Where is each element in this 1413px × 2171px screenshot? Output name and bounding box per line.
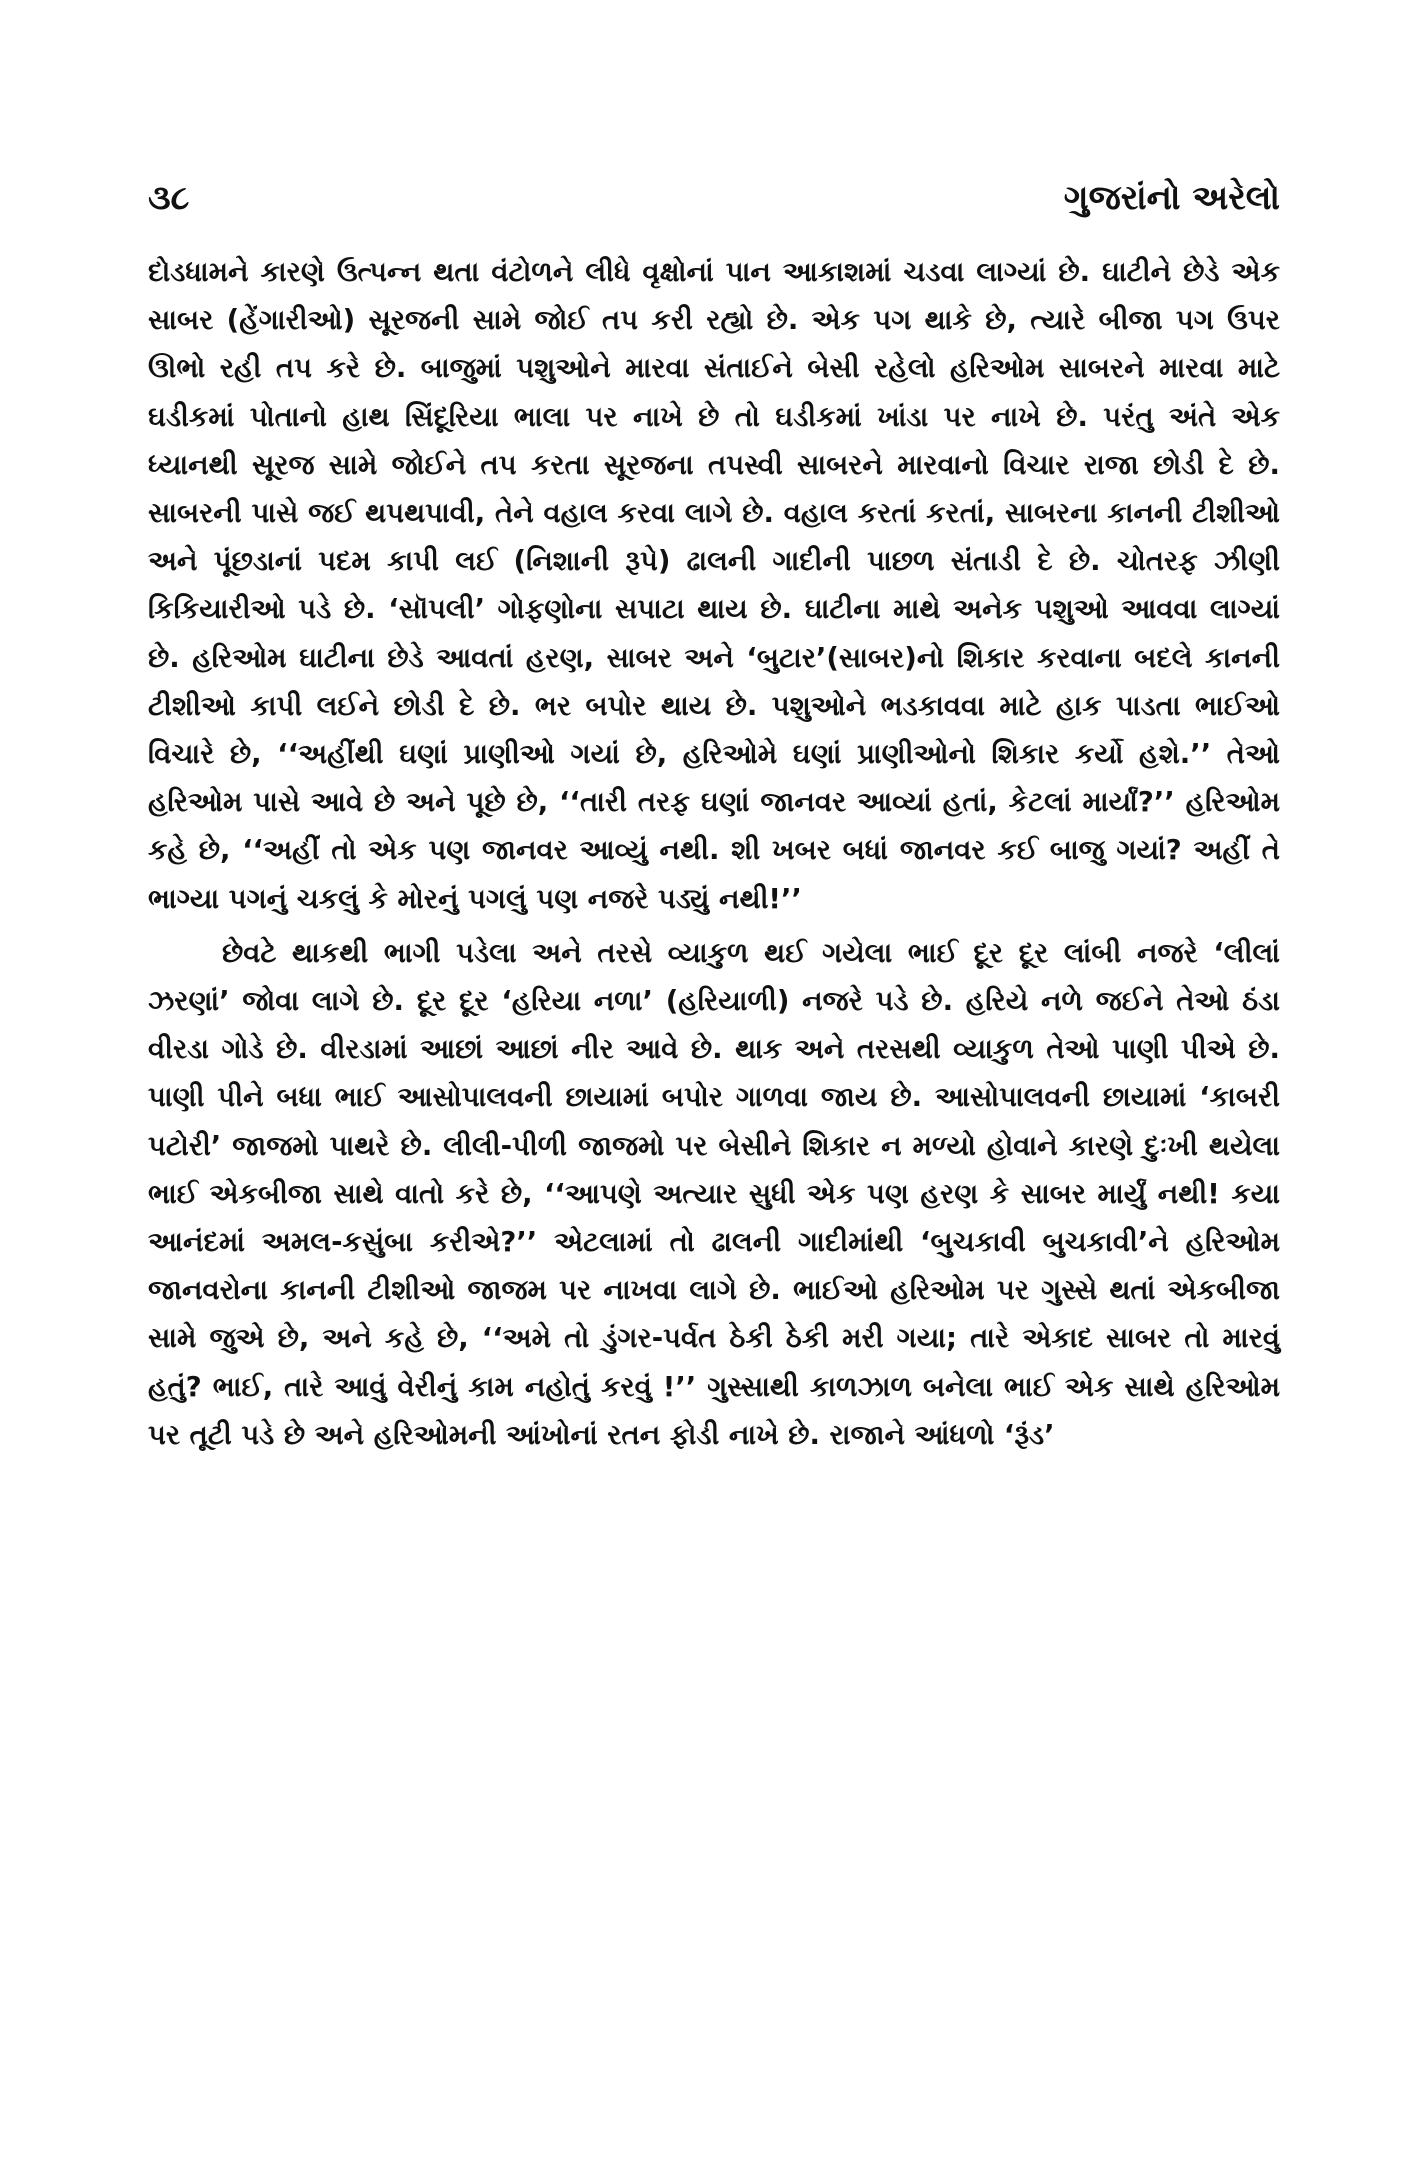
book-title: ગુજરાંનો અરેલો [1063,178,1280,218]
running-head [148,178,1280,228]
body-text [148,248,1280,1459]
paragraph-1: દોડધામને કારણે ઉત્પન્ન થતા વંટોળને લીધે વૃક્ષોનાં પાન આકાશમાં ચડવા લાગ્યાં છે. ઘાટીને છેડે એક સાબર (હેંગારીઓ) સૂરજની સામે જોઈ તપ કરી રહ્યો છે. એક પગ થાકે છે, ત્યારે બીજા પગ ઉપર ઊભો રહી તપ કરે છે. બાજુમાં પશુઓને મારવા સંતાઈને બેસી રહેલો હરિઓમ સાબરને મારવા માટે ઘડીકમાં પોતાનો હાથ સિંદૂરિયા ભાલા પર નાખે છે તો ઘડીકમાં ખાંડા પર નાખે છે. પરંતુ અંતે એક ધ્યાનથી સૂરજ સામે જોઈને તપ કરતા સૂરજના તપસ્વી સાબરને મારવાનો વિચાર રાજા છોડી દે છે. સાબરની પાસે જઈ થપથપાવી, તેને વહાલ કરવા લાગે છે. વહાલ કરતાં કરતાં, સાબરના કાનની ટીશીઓ અને પૂંછડાનાં પદમ કાપી લઈ (નિશાની રૂપે) ઢાલની ગાદીની પાછળ સંતાડી દે છે. ચોતરફ ઝીણી કિકિયારીઓ પડે છે. ‘સૉપલી’ ગોફણોના સપાટા થાય છે. ઘાટીના માથે અનેક પશુઓ આવવા લાગ્યાં છે. હરિઓમ ઘાટીના છેડે આવતાં હરણ, સાબર અને ‘બુટાર’(સાબર)નો શિકાર કરવાના બદલે કાનની ટીશીઓ કાપી લઈને છોડી દે છે. ભર બપોર થાય છે. પશુઓને ભડકાવવા માટે હાક પાડતા ભાઈઓ વિચારે છે, ‘‘અહીંથી ઘણાં પ્રાણીઓ ગયાં છે, હરિઓમે ઘણાં પ્રાણીઓનો શિકાર કર્યો હશે.’’ તેઓ હરિઓમ પાસે આવે છે અને પૂછે છે, ‘‘તારી તરફ ઘણાં જાનવર આવ્યાં હતાં, કેટલાં માર્યાં?’’ હરિઓમ કહે છે, ‘‘અહીં તો એક પણ જાનવર આવ્યું નથી. શી ખબર બધાં જાનવર કઈ બાજુ ગયાં? અહીં તે ભાગ્યા પગનું ચકલું કે મોરનું પગલું પણ નજરે પડ્યું નથી!’’ [148,256,1280,915]
page-number: ૩૮ [148,178,190,218]
paragraph-2: છેવટે થાકથી ભાગી પડેલા અને તરસે વ્યાકુળ થઈ ગયેલા ભાઈ દૂર દૂર લાંબી નજરે ‘લીલાં ઝરણાં’ જોવા લાગે છે. દૂર દૂર ‘હરિયા નળા’ (હરિયાળી) નજરે પડે છે. હરિયે નળે જઈને તેઓ ઠંડા વીરડા ગોડે છે. વીરડામાં આછાં આછાં નીર આવે છે. થાક અને તરસથી વ્યાકુળ તેઓ પાણી પીએ છે. પાણી પીને બધા ભાઈ આસોપાલવની છાયામાં બપોર ગાળવા જાય છે. આસોપાલવની છાયામાં ‘કાબરી પટોરી’ જાજમો પાથરે છે. લીલી-પીળી જાજમો પર બેસીને શિકાર ન મળ્યો હોવાને કારણે દુઃખી થયેલા ભાઈ એકબીજા સાથે વાતો કરે છે, ‘‘આપણે અત્યાર સુધી એક પણ હરણ કે સાબર માર્યું નથી! કયા આનંદમાં અમલ-કસુંબા કરીએ?’’ એટલામાં તો ઢાલની ગાદીમાંથી ‘બુચકાવી બુચકાવી’ને હરિઓમ જાનવરોના કાનની ટીશીઓ જાજમ પર નાખવા લાગે છે. ભાઈઓ હરિઓમ પર ગુસ્સે થતાં એકબીજા સામે જુએ છે, અને કહે છે, ‘‘અમે તો ડુંગર-પર્વત ઠેકી ઠેકી મરી ગયા; તારે એકાદ સાબર તો મારવું હતું? ભાઈ, તારે આવું વેરીનું કામ નહોતું કરવું !’’ ગુસ્સાથી કાળઝાળ બનેલા ભાઈ એક સાથે હરિઓમ પર તૂટી પડે છે અને હરિઓમની આંખોનાં રતન ફોડી નાખે છે. રાજાને આંધળો ‘રૂંડ’ [148,936,1280,1451]
